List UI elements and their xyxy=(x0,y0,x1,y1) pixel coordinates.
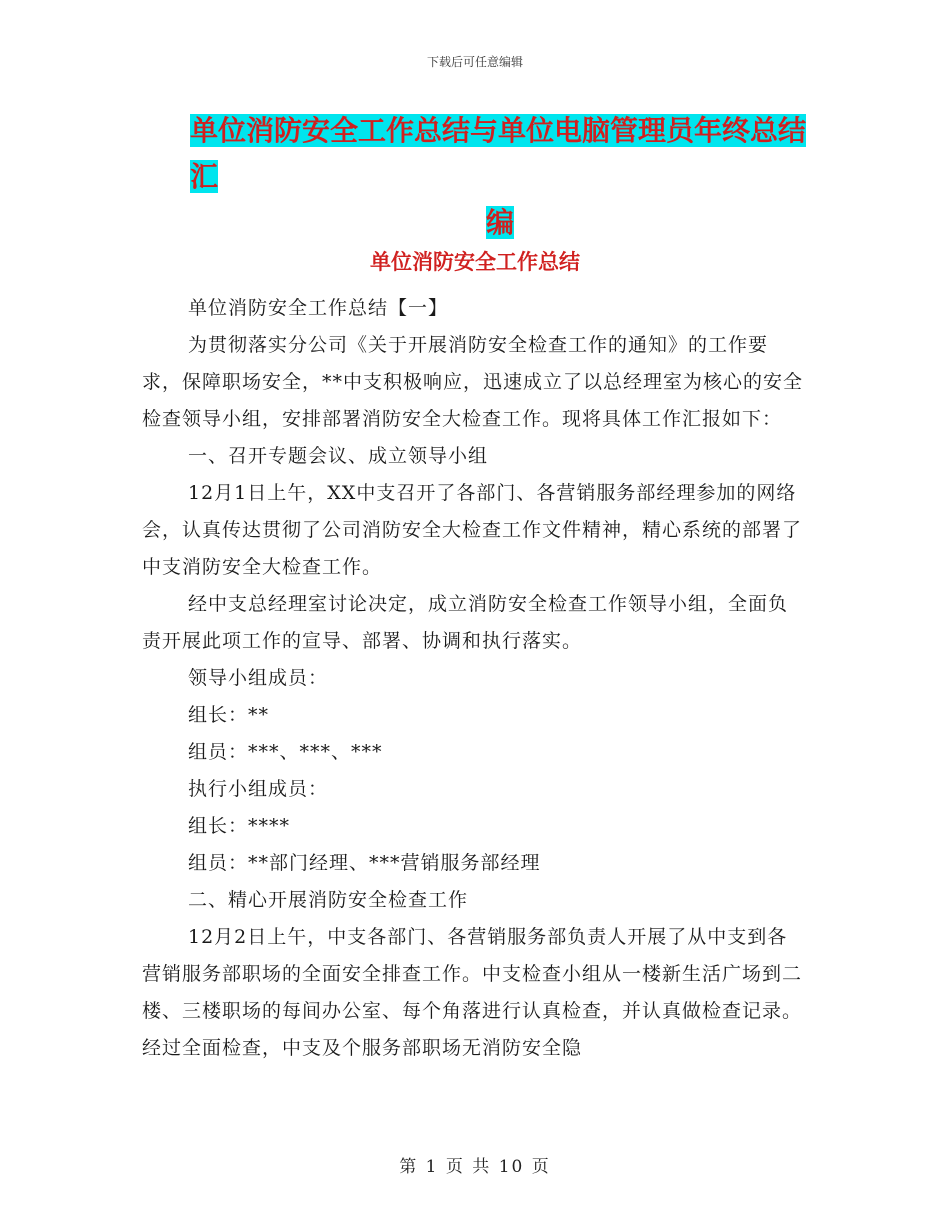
header-note: 下载后可任意编辑 xyxy=(426,55,523,69)
document-title xyxy=(190,108,810,246)
paragraph: 执行小组成员： xyxy=(188,778,329,800)
paragraph: 领导小组成员： xyxy=(188,667,329,689)
paragraph: 一、召开专题会议、成立领导小组 xyxy=(188,445,489,467)
document-title-line1: 单位消防安全工作总结与单位电脑管理员年终总结汇 xyxy=(190,114,807,193)
paragraph: 组员：**部门经理、***营销服务部经理 xyxy=(188,852,541,874)
paragraph: 组长：** xyxy=(188,704,270,726)
paragraph: 12月1日上午，XX中支召开了各部门、各营销服务部经理参加的网络会，认真传达贯彻了公司消防安全大检查工作文件精神，精心系统的部署了中支消防安全大检查工作。 xyxy=(142,482,803,578)
paragraph: 经中支总经理室讨论决定，成立消防安全检查工作领导小组，全面负责开展此项工作的宣导、部署、协调和执行落实。 xyxy=(142,593,789,652)
paragraph: 单位消防安全工作总结【一】 xyxy=(188,297,449,319)
page-number-footer: 第 1 页 共 10 页 xyxy=(399,1157,551,1177)
paragraph: 组长：**** xyxy=(188,815,291,837)
document-body xyxy=(142,290,806,1067)
paragraph: 二、精心开展消防安全检查工作 xyxy=(188,889,469,911)
section-title: 单位消防安全工作总结 xyxy=(370,250,580,274)
paragraph: 12月2日上午，中支各部门、各营销服务部负责人开展了从中支到各营销服务部职场的全面安全排查工作。中支检查小组从一楼新生活广场到二楼、三楼职场的每间办公室、每个角落进行认真检查，并认真做检查记录。经过全面检查，中支及个服务部职场无消防安全隐 xyxy=(142,926,803,1059)
paragraph: 为贯彻落实分公司《关于开展消防安全检查工作的通知》的工作要求，保障职场安全，**中支积极响应，迅速成立了以总经理室为核心的安全检查领导小组，安排部署消防安全大检查工作。现将具体工作汇报如下： xyxy=(142,334,804,430)
paragraph: 组员：***、***、*** xyxy=(188,741,383,763)
document-title-line2: 编 xyxy=(485,206,514,239)
